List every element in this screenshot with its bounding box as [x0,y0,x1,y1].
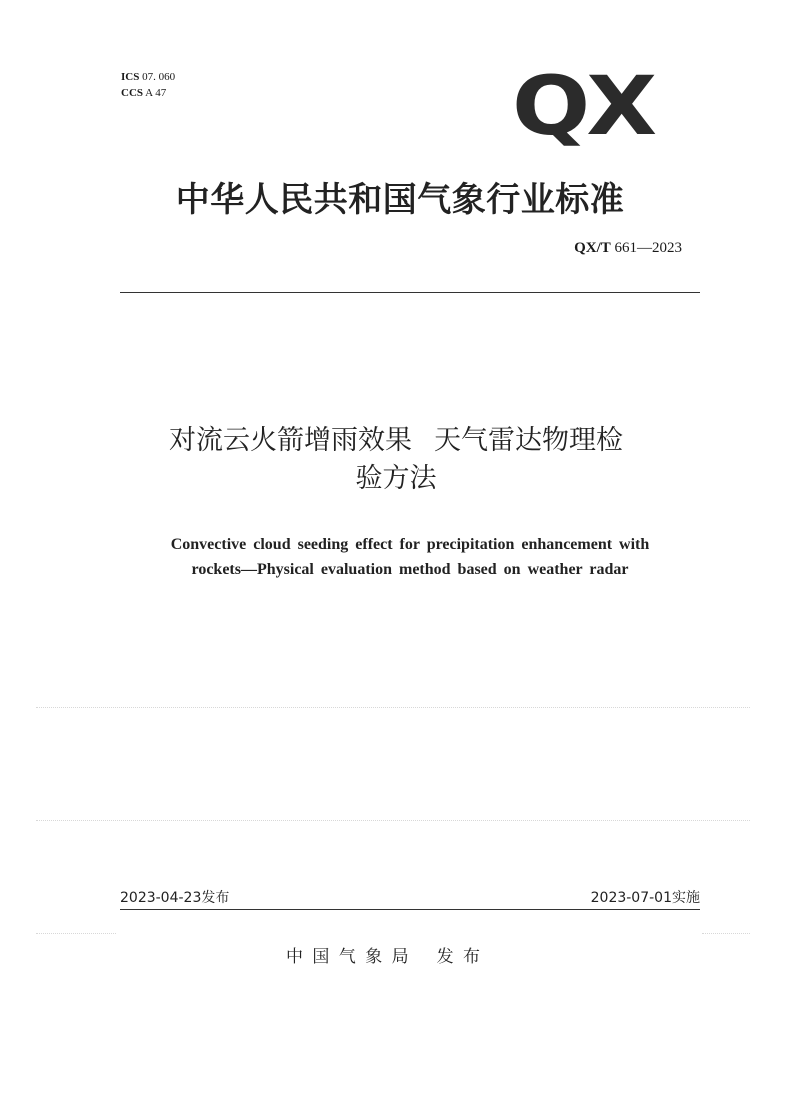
top-divider [120,292,700,293]
title-cn-part1: 对流云火箭增雨效果 [169,425,412,456]
ics-code [121,70,175,84]
effective-date-value: 2023-07-01 [590,890,672,906]
title-en-line2: rockets—Physical evaluation method based on weather radar [191,561,629,578]
dotted-guide-2 [36,820,750,821]
publish-date-label: 发布 [201,890,230,906]
issuer-name: 中 国 气 象 局 [286,947,411,967]
standard-number-value: 661—2023 [614,240,682,256]
title-cn-line2: 验方法 [355,463,437,494]
bottom-divider [120,909,700,910]
ccs-value: A 47 [145,87,167,99]
title-english [110,532,710,582]
publish-date [120,887,229,907]
publish-date-value: 2023-04-23 [120,890,202,906]
ics-label: ICS [121,71,140,83]
dotted-guide-3a [36,933,116,934]
effective-date-label: 实施 [672,890,700,906]
title-cn-line1 [96,422,696,460]
ccs-code [121,86,166,100]
qx-logo: QX [512,59,654,154]
issuer-action: 发 布 [436,947,483,967]
effective-date [591,887,700,907]
dotted-guide-1 [36,707,750,708]
issuer [286,942,482,967]
standard-number-prefix: QX/T [574,240,611,256]
ccs-label: CCS [121,87,144,99]
title-cn-part2: 天气雷达物理检 [434,425,623,456]
title-chinese [96,422,696,498]
ics-value: 07. 060 [142,71,176,83]
title-en-line1: Convective cloud seeding effect for precipitation enhancement with [170,536,650,553]
standard-category: 中华人民共和国气象行业标准 [175,180,625,220]
standard-number [574,240,682,257]
dotted-guide-3b [702,933,750,934]
